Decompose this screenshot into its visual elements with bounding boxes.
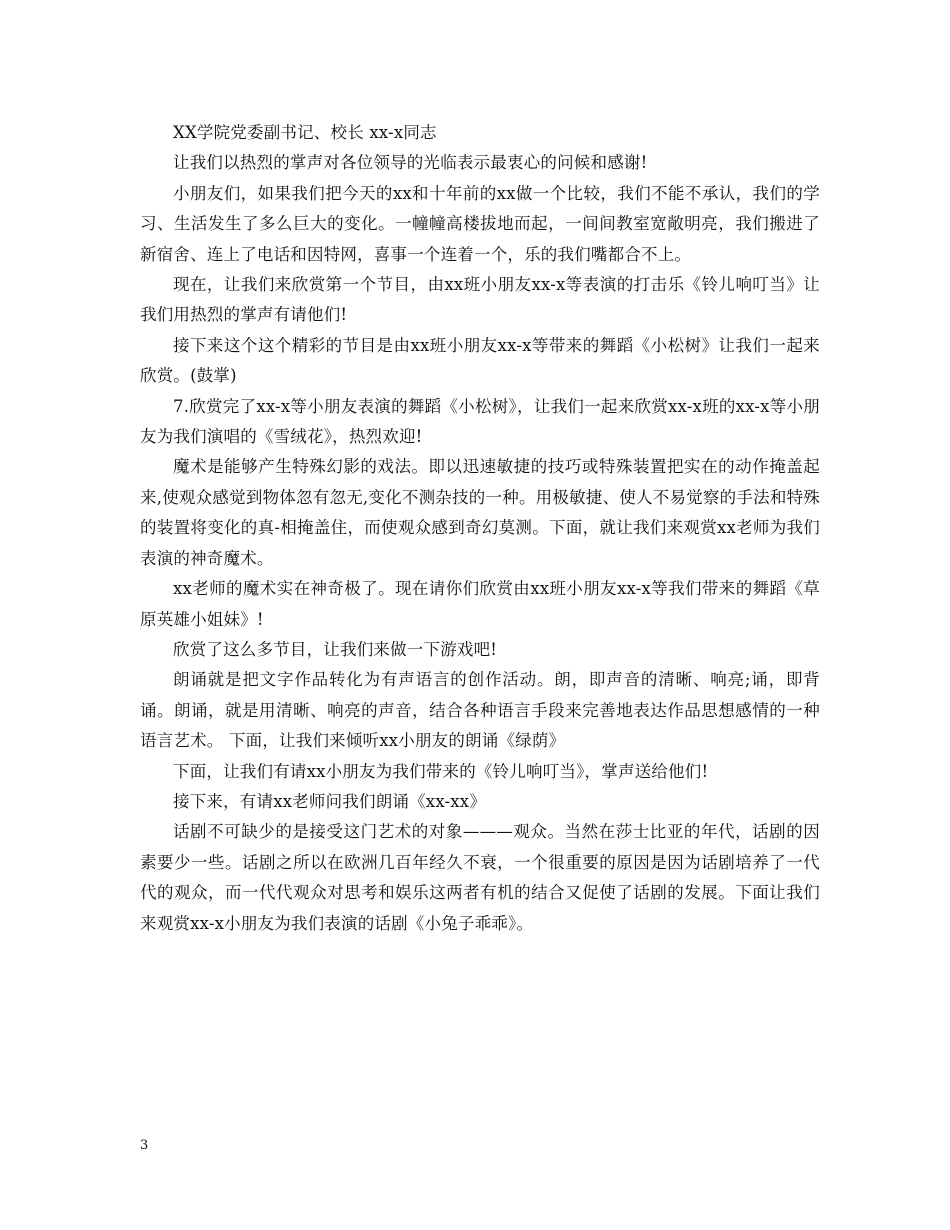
document-body <box>140 118 820 939</box>
paragraph-11: 下面，让我们有请xx小朋友为我们带来的《铃儿响叮当》，掌声送给他们! <box>173 761 709 781</box>
paragraph-13: 话剧不可缺少的是接受这门艺术的对象———观众。当然在莎士比亚的年代，话剧的因素要少一些。话剧之所以在欧洲几百年经久不衰，一个很重要的原因是因为话剧培养了一代代的观众，而一代代观众对思考和娱乐这两者有机的结合又促使了话剧的发展。下面让我们来观赏xx-x小朋友为我们表演的话剧《小兔子乖乖》。 <box>140 822 820 933</box>
page-number: 3 <box>140 1138 149 1153</box>
paragraph-12: 接下来，有请xx老师问我们朗诵《xx-xx》 <box>173 791 487 811</box>
paragraph-1: XX学院党委副书记、校长 xx-x同志 <box>173 123 437 142</box>
paragraph-5: 接下来这个这个精彩的节目是由xx班小朋友xx-x等带来的舞蹈《小松树》让我们一起来欣赏。(鼓掌) <box>140 335 820 386</box>
paragraph-7: 魔术是能够产生特殊幻影的戏法。即以迅速敏捷的技巧或特殊装置把实在的动作掩盖起来,使观众感觉到物体忽有忽无,变化不测杂技的一种。用极敏捷、使人不易觉察的手法和特殊的装置将变化的真-相掩盖住，而使观众感到奇幻莫测。下面，就让我们来观赏xx老师为我们表演的神奇魔术。 <box>140 457 820 568</box>
paragraph-6: 7.欣赏完了xx-x等小朋友表演的舞蹈《小松树》，让我们一起来欣赏xx-x班的xx-x等小朋友为我们演唱的《雪绒花》，热烈欢迎! <box>140 396 820 447</box>
paragraph-8: xx老师的魔术实在神奇极了。现在请你们欣赏由xx班小朋友xx-x等我们带来的舞蹈《草原英雄小姐妹》! <box>140 579 820 629</box>
paragraph-9: 欣赏了这么多节目，让我们来做一下游戏吧! <box>173 639 498 659</box>
paragraph-3: 小朋友们，如果我们把今天的xx和十年前的xx做一个比较，我们不能不承认，我们的学习、生活发生了多么巨大的变化。一幢幢高楼拔地而起，一间间教室宽敞明亮，我们搬进了新宿舍、连上了电话和因特网，喜事一个连着一个，乐的我们嘴都合不上。 <box>140 183 820 264</box>
paragraph-4: 现在，让我们来欣赏第一个节目，由xx班小朋友xx-x等表演的打击乐《铃儿响叮当》让我们用热烈的掌声有请他们! <box>140 275 820 325</box>
paragraph-2: 让我们以热烈的掌声对各位领导的光临表示最衷心的问候和感谢! <box>173 153 648 173</box>
paragraph-10: 朗诵就是把文字作品转化为有声语言的创作活动。朗，即声音的清晰、响亮;诵，即背诵。朗诵，就是用清晰、响亮的声音，结合各种语言手段来完善地表达作品思想感情的一种语言艺术。 下面，让我们来倾听xx小朋友的朗诵《绿荫》 <box>140 670 820 751</box>
